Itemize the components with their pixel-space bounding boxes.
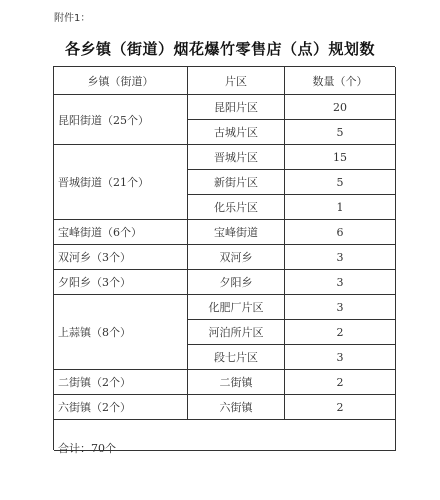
town-cell: 夕阳乡（3个）: [54, 270, 188, 295]
count-cell: 5: [285, 120, 396, 145]
area-cell: 化乐片区: [188, 195, 285, 220]
area-cell: 六街镇: [188, 395, 285, 420]
area-cell: 段七片区: [188, 345, 285, 370]
town-cell: 晋城街道（21个）: [54, 145, 188, 220]
count-cell: 3: [285, 270, 396, 295]
count-cell: 15: [285, 145, 396, 170]
town-cell: 二街镇（2个）: [54, 370, 188, 395]
document-title: 各乡镇（街道）烟花爆竹零售店（点）规划数: [64, 40, 375, 58]
count-cell: 1: [285, 195, 396, 220]
plan-table: [53, 66, 395, 455]
area-cell: 双河乡: [188, 245, 285, 270]
count-cell: 2: [285, 370, 396, 395]
town-cell: 上蒜镇（8个）: [54, 295, 188, 370]
area-cell: 晋城片区: [188, 145, 285, 170]
header-count: 数量（个）: [285, 67, 396, 95]
count-cell: 2: [285, 395, 396, 420]
area-cell: 古城片区: [188, 120, 285, 145]
count-cell: 20: [285, 95, 396, 120]
area-cell: 化肥厂片区: [188, 295, 285, 320]
area-cell: 夕阳乡: [188, 270, 285, 295]
count-cell: 3: [285, 345, 396, 370]
town-cell: 六街镇（2个）: [54, 395, 188, 420]
town-cell: 宝峰街道（6个）: [54, 220, 188, 245]
town-cell: 双河乡（3个）: [54, 245, 188, 270]
area-cell: 新街片区: [188, 170, 285, 195]
count-cell: 3: [285, 295, 396, 320]
town-cell: 昆阳街道（25个）: [54, 95, 188, 145]
total-row: 合计：70个: [54, 445, 396, 451]
count-cell: 3: [285, 245, 396, 270]
header-area: 片区: [188, 67, 285, 95]
count-cell: 5: [285, 170, 396, 195]
area-cell: 昆阳片区: [188, 95, 285, 120]
header-town: 乡镇（街道）: [54, 67, 188, 95]
attachment-label: 附件1：: [54, 13, 91, 24]
area-cell: 河泊所片区: [188, 320, 285, 345]
area-cell: 二街镇: [188, 370, 285, 395]
area-cell: 宝峰街道: [188, 220, 285, 245]
count-cell: 2: [285, 320, 396, 345]
count-cell: 6: [285, 220, 396, 245]
